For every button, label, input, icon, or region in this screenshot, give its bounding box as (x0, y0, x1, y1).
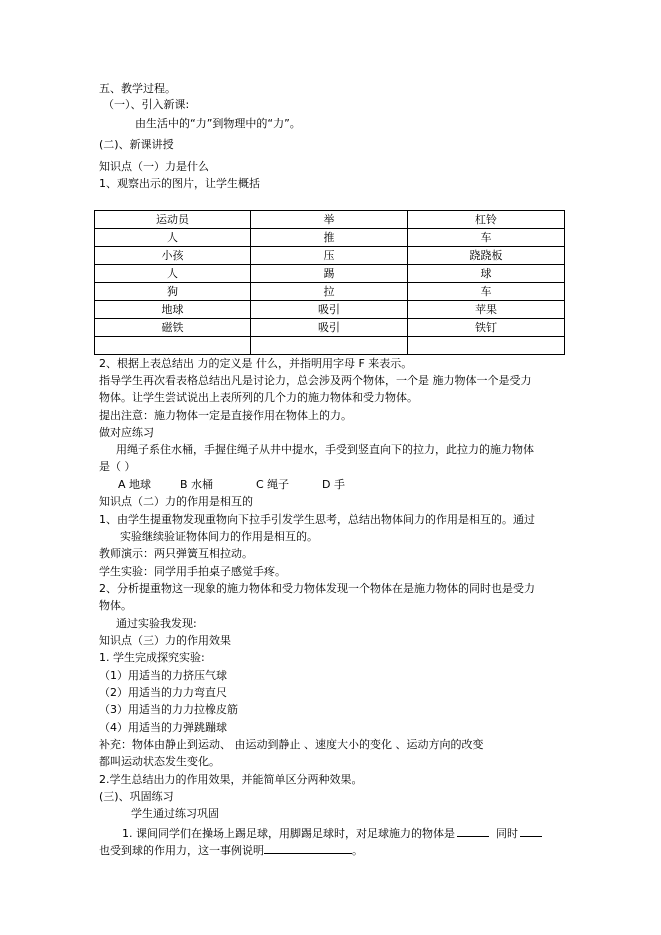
section-title: 五、教学过程。 (99, 82, 176, 95)
question-1-text-b: 同时 (496, 827, 518, 840)
question-1-text-a: 1. 课间同学们在操场上踢足球，用脚踢足球时，对足球施力的物体是 (122, 827, 455, 840)
table-cell: 球 (408, 265, 565, 283)
table-row (95, 265, 565, 283)
kp3-item2: 2.学生总结出力的作用效果，并能简单区分两种效果。 (99, 773, 363, 786)
table-cell: 人 (95, 229, 251, 247)
table-row (95, 301, 565, 319)
supplement-line-2: 都叫运动状态发生变化。 (99, 755, 220, 768)
table-cell: 人 (95, 265, 251, 283)
kp3-sub-1: （1）用适当的力挤压气球 (99, 669, 227, 682)
table-cell: 举 (251, 211, 408, 229)
table-cell: 杠铃 (408, 211, 565, 229)
table-cell: 拉 (251, 283, 408, 301)
table-cell: 跷跷板 (408, 247, 565, 265)
exercise-line-2: 是（ ） (99, 460, 136, 473)
table-cell: 磁铁 (95, 319, 251, 337)
table-row (95, 319, 565, 337)
kp1-step1: 1、观察出示的图片，让学生概括 (99, 177, 260, 190)
table-cell: 车 (408, 283, 565, 301)
kp2-item2-line-2: 物体。 (99, 599, 132, 612)
step2-text: 2、根据上表总结出 力的定义是 什么，并指明用字母 F 来表示。 (99, 357, 413, 370)
part3-heading: (三)、巩固练习 (99, 790, 174, 803)
table-row (95, 247, 565, 265)
table-cell: 车 (408, 229, 565, 247)
kp3-item1: 1. 学生完成探究实验: (99, 651, 205, 664)
option-a: A 地球 (118, 478, 152, 491)
answer-blank-2[interactable] (520, 825, 542, 837)
kp2-title: 知识点（二）力的作用是相互的 (99, 495, 253, 508)
table-cell: 狗 (95, 283, 251, 301)
table-cell (95, 337, 251, 355)
table-cell: 压 (251, 247, 408, 265)
table-row (95, 229, 565, 247)
part1-heading: （一）、引入新课: (103, 98, 190, 111)
table-cell: 踢 (251, 265, 408, 283)
table-cell: 吸引 (251, 301, 408, 319)
guide-line-2: 物体。让学生尝试说出上表所列的几个力的施力物体和受力物体。 (99, 391, 418, 404)
option-c: C 绳子 (256, 478, 290, 491)
kp3-sub-4: （4）用适当的力弹跳蹦球 (99, 721, 227, 734)
kp2-item1-line-2: 实验继续验证物体间力的作用是相互的。 (120, 530, 318, 543)
student-experiment: 学生实验：同学用手拍桌子感觉手疼。 (99, 565, 286, 578)
question-1-line-2 (99, 842, 363, 858)
table-cell: 铁钉 (408, 319, 565, 337)
table-cell: 小孩 (95, 247, 251, 265)
kp1-title: 知识点（一）力是什么 (99, 160, 209, 173)
table-row (95, 283, 565, 301)
part1-line: 由生活中的“力”到物理中的“力”。 (135, 117, 301, 130)
teacher-demo: 教师演示：两只弹簧互相拉动。 (99, 547, 253, 560)
table-cell (408, 337, 565, 355)
kp3-sub-2: （2）用适当的力力弯直尺 (99, 686, 227, 699)
part3-intro: 学生通过练习巩固 (131, 807, 219, 820)
supplement-line-1: 补充：物体由静止到运动、 由运动到静止 、速度大小的变化 、运动方向的改变 (99, 738, 484, 751)
question-1-line-1 (122, 825, 542, 841)
question-1-text-c: 也受到球的作用力，这一事例说明 (99, 844, 264, 857)
option-b: B 水桶 (180, 478, 214, 491)
table-cell: 运动员 (95, 211, 251, 229)
table-cell: 吸引 (251, 319, 408, 337)
kp3-sub-3: （3）用适当的力力拉橡皮筋 (99, 703, 238, 716)
table-row (95, 211, 565, 229)
table-cell (251, 337, 408, 355)
exercise-title: 做对应练习 (99, 426, 154, 439)
answer-blank-1[interactable] (457, 825, 489, 837)
table-cell: 地球 (95, 301, 251, 319)
part2-heading: (二)、新课讲授 (99, 138, 174, 151)
kp3-title: 知识点（三）力的作用效果 (99, 634, 231, 647)
kp2-item2-line-1: 2、分析提重物这一现象的施力物体和受力物体发现一个物体在是施力物体的同时也是受力 (99, 582, 535, 595)
table-row (95, 337, 565, 355)
discovery-text: 通过实验我发现: (116, 617, 197, 630)
exercise-line-1: 用绳子系住水桶，手握住绳子从井中提水，手受到竖直向下的拉力，此拉力的施力物体 (116, 443, 534, 456)
kp2-item1-line-1: 1、由学生提重物发现重物向下拉手引发学生思考，总结出物体间力的作用是相互的。通过 (99, 513, 535, 526)
table-cell: 推 (251, 229, 408, 247)
attention-text: 提出注意：施力物体一定是直接作用在物体上的力。 (99, 409, 352, 422)
table-cell: 苹果 (408, 301, 565, 319)
guide-line-1: 指导学生再次看表格总结出凡是讨论力，总会涉及两个物体，一个是 施力物体一个是受力 (99, 374, 532, 387)
question-1-end: 。 (352, 844, 363, 857)
answer-blank-3[interactable] (264, 842, 352, 854)
option-d: D 手 (322, 478, 345, 491)
force-table (94, 210, 565, 355)
